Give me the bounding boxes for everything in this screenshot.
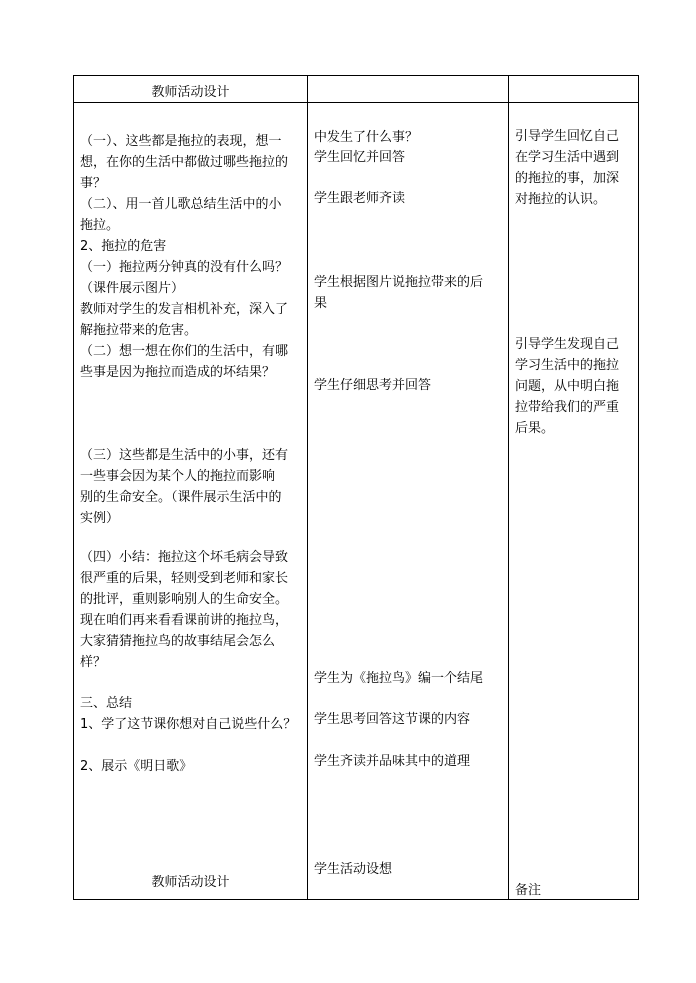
student-text-line: 学生思考回答这节课的内容 [314, 712, 471, 727]
column-divider [307, 76, 308, 899]
student-text-line: 学生回忆并回答 [314, 150, 406, 165]
teacher-text-line: 2、拖拉的危害 [80, 239, 167, 254]
note-text-line: 在学习生活中遇到 [515, 150, 620, 165]
teacher-text-line: （三）这些都是生活中的小事，还有 [80, 448, 289, 463]
teacher-text-line: （一）、这些都是拖拉的表现，想一 [80, 134, 282, 149]
column-divider [508, 76, 509, 899]
teacher-text-line: 2、展示《明日歌》 [80, 759, 193, 774]
teacher-text-line: 一些事会因为某个人的拖拉而影响 [80, 469, 276, 484]
teacher-text-line: 很严重的后果，轻则受到老师和家长 [80, 571, 289, 586]
teacher-text-line: 解拖拉带来的危害。 [80, 323, 198, 338]
student-text-line: 学生跟老师齐读 [314, 191, 406, 206]
note-text-line: 拉带给我们的严重 [515, 400, 620, 415]
teacher-text-line: 教师对学生的发言相机补充，深入了 [80, 302, 289, 317]
teacher-text-line: 大家猜猜拖拉鸟的故事结尾会怎么 [80, 634, 276, 649]
teacher-text-line: 别的生命安全。（课件展示生活中的 [80, 490, 282, 505]
student-text-line: 学生为《拖拉鸟》编一个结尾 [314, 671, 484, 686]
student-text-line: 学生根据图片说拖拉带来的后 [314, 275, 484, 290]
teacher-text-line: 想，在你的生活中都做过哪些拖拉的 [80, 155, 289, 170]
teacher-text-line: （二）想一想在你们的生活中，有哪 [80, 344, 289, 359]
teacher-text-line: （课件展示图片） [80, 281, 185, 296]
note-text-line: 学习生活中的拖拉 [515, 358, 620, 373]
note-text-line: 对拖拉的认识。 [515, 192, 607, 207]
teacher-text-line: 事？ [80, 176, 107, 191]
teacher-text-line: 三、总结 [80, 696, 133, 711]
note-text-line: 引导学生发现自己 [515, 337, 620, 352]
teacher-text-line: （四）小结：拖拉这个坏毛病会导致 [80, 550, 289, 565]
teacher-text-line: 些事是因为拖拉而造成的坏结果？ [80, 365, 276, 380]
student-text-line: 果 [314, 296, 328, 311]
note-text-line: 问题，从中明白拖 [515, 379, 620, 394]
teacher-text-line: 实例） [80, 511, 120, 526]
footer-notes: 备注 [515, 883, 542, 898]
teacher-text-line: 现在咱们再来看看课前讲的拖拉鸟， [80, 613, 289, 628]
footer-teacher-activity: 教师活动设计 [151, 875, 230, 890]
teacher-text-line: （一）拖拉两分钟真的没有什么吗？ [80, 260, 289, 275]
note-text-line: 的拖拉的事，加深 [515, 171, 620, 186]
note-text-line: 后果。 [515, 421, 555, 436]
note-text-line: 引导学生回忆自己 [515, 129, 620, 144]
teacher-text-line: 1、学了这节课你想对自己说些什么？ [80, 717, 297, 732]
student-text-line: 学生仔细思考并回答 [314, 378, 432, 393]
student-text-line: 中发生了什么事？ [314, 130, 419, 145]
teacher-text-line: 的批评，重则影响别人的生命安全。 [80, 592, 289, 607]
teacher-text-line: 样？ [80, 655, 107, 670]
teacher-text-line: （二）、用一首儿歌总结生活中的小 [80, 197, 282, 212]
student-text-line: 学生齐读并品味其中的道理 [314, 754, 471, 769]
teacher-text-line: 拖拉。 [80, 218, 120, 233]
footer-student-activity: 学生活动设想 [314, 862, 393, 877]
header-teacher-activity: 教师活动设计 [151, 85, 230, 100]
lesson-plan-table [73, 75, 639, 900]
